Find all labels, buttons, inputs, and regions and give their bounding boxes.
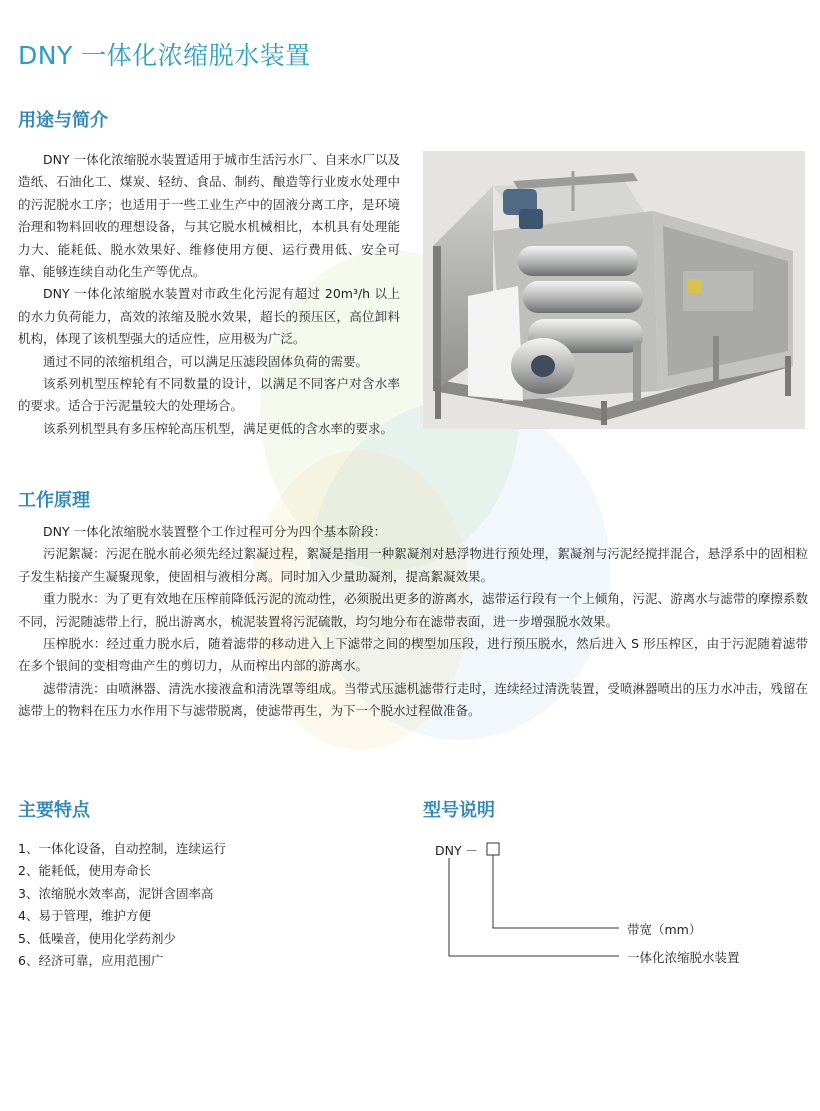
model-heading: 型号说明 bbox=[423, 800, 495, 821]
model-code: DNY － bbox=[435, 843, 479, 858]
intro-paragraph: DNY 一体化浓缩脱水装置对市政生化污泥有超过 20m³/h 以上的水力负荷能力，高效的浓缩及脱水效果，超长的预压区，高位卸料机构，体现了该机型强大的适应性，应用极为广泛。 bbox=[18, 286, 400, 347]
feature-item: 3、浓缩脱水效率高，泥饼含固率高 bbox=[18, 885, 214, 901]
principle-paragraph: DNY 一体化浓缩脱水装置整个工作过程可分为四个基本阶段： bbox=[43, 524, 387, 539]
intro-text bbox=[18, 149, 400, 440]
belt-press-illustration bbox=[423, 151, 805, 429]
feature-item: 2、能耗低，使用寿命长 bbox=[18, 863, 151, 879]
feature-item: 6、经济可靠，应用范围广 bbox=[18, 953, 164, 969]
intro-paragraph: 该系列机型压榨轮有不同数量的设计，以满足不同客户对含水率的要求。适合于污泥量较大的处理场合。 bbox=[18, 376, 400, 414]
principle-paragraph: 污泥絮凝：污泥在脱水前必须先经过絮凝过程，絮凝是指用一种絮凝剂对悬浮物进行预处理，絮凝剂与污泥经搅拌混合，悬浮系中的固相粒子发生粘接产生凝聚现象，使固相与液相分离。同时加入少量助凝剂，提高絮凝效果。 bbox=[18, 546, 808, 584]
principle-heading: 工作原理 bbox=[18, 490, 90, 511]
principle-paragraph: 重力脱水：为了更有效地在压榨前降低污泥的流动性，必须脱出更多的游离水，滤带运行段有一个上倾角，污泥、游离水与滤带的摩擦系数不同，污泥随滤带上行，脱出游离水，梳泥装置将污泥硫散，均匀地分布在滤带表面，进一步增强脱水效果。 bbox=[18, 591, 808, 629]
intro-paragraph: 该系列机型具有多压榨轮高压机型，满足更低的含水率的要求。 bbox=[43, 420, 394, 436]
features-heading: 主要特点 bbox=[18, 800, 90, 821]
machine-photo bbox=[423, 151, 805, 429]
feature-item: 5、低噪音，使用化学药剂少 bbox=[18, 930, 176, 946]
page-title: DNY 一体化浓缩脱水装置 bbox=[18, 41, 311, 70]
intro-heading: 用途与简介 bbox=[18, 110, 108, 131]
model-label-name: 一体化浓缩脱水装置 bbox=[627, 950, 740, 965]
intro-paragraph: 通过不同的浓缩机组合，可以满足压滤段固体负荷的需要。 bbox=[43, 353, 369, 369]
model-label-width: 带宽（mm） bbox=[627, 922, 702, 937]
principle-paragraph: 滤带清洗：由喷淋器、清洗水接液盒和清洗罩等组成。当带式压滤机滤带行走时，连续经过清洗装置，受喷淋器喷出的压力水冲击，残留在滤带上的物料在压力水作用下与滤带脱离，使滤带再生，为下一个脱水过程做准备。 bbox=[18, 680, 808, 719]
principle-text bbox=[18, 521, 808, 723]
intro-paragraph: DNY 一体化浓缩脱水装置适用于城市生活污水厂、自来水厂以及造纸、石油化工、煤炭、轻纺、食品、制药、酿造等行业废水处理中的污泥脱水工序；也适用于一些工业生产中的固液分离工序，是环境治理和物料回收的理想设备，与其它脱水机械相比，本机具有处理能力大、能耗低、脱水效果好、维修使用方便、运行费用低、安全可靠、能够连续自动化生产等优点。 bbox=[18, 152, 400, 280]
features-list bbox=[18, 838, 226, 972]
principle-paragraph: 压榨脱水：经过重力脱水后，随着滤带的移动进入上下滤带之间的楔型加压段，进行预压脱水，然后进入 S 形压榨区，由于污泥随着滤带在多个银间的变相弯曲产生的剪切力，从而榨出内部的游离水。 bbox=[18, 636, 808, 674]
feature-item: 1、一体化设备，自动控制，连续运行 bbox=[18, 841, 226, 856]
feature-item: 4、易于管理，维护方便 bbox=[18, 908, 151, 924]
model-leader-lines bbox=[423, 830, 803, 980]
model-diagram bbox=[423, 830, 803, 980]
